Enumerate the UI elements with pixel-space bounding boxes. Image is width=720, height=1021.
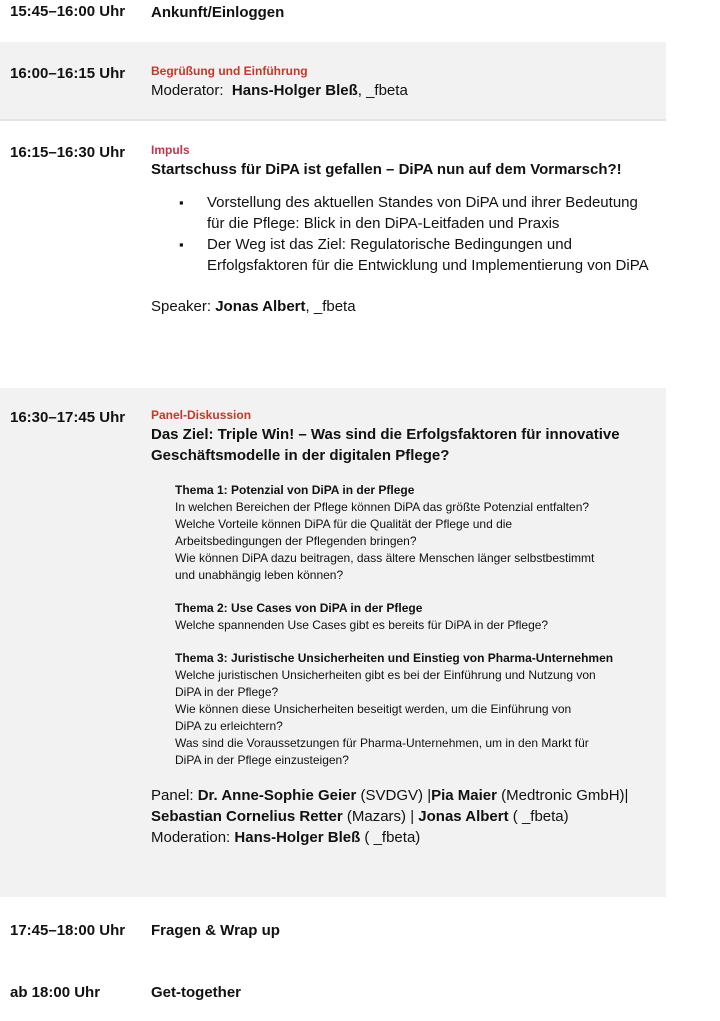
agenda-time: 15:45–16:00 Uhr [10, 3, 126, 20]
panelist-org: ( _fbeta) [508, 808, 569, 825]
theme-block [175, 482, 656, 584]
panel-prefix: Panel: [151, 787, 194, 804]
panel-participants [151, 785, 656, 848]
moderator-org: ( _fbeta) [360, 829, 421, 846]
agenda-time: 16:00–16:15 Uhr [10, 65, 126, 82]
theme-question: DiPA in der Pflege? [175, 685, 279, 699]
speaker-org: , _fbeta [305, 298, 356, 315]
panelist-name: Sebastian Cornelius Retter [151, 808, 343, 825]
panel-line [151, 806, 656, 827]
moderator-name: Hans-Holger Bleß [231, 82, 358, 99]
moderator-prefix: Moderator: [151, 82, 224, 99]
agenda-time: 16:30–17:45 Uhr [10, 409, 126, 426]
agenda-row-panel [0, 388, 666, 897]
theme-heading: Thema 3: Juristische Unsicherheiten und Einstieg von Pharma-Unternehmen [175, 651, 614, 665]
agenda-row-wrapup [0, 900, 666, 960]
session-title-line: Geschäftsmodelle in der digitalen Pflege? [151, 447, 450, 464]
theme-question: Welche spannenden Use Cases gibt es bereits für DiPA in der Pflege? [175, 618, 549, 632]
agenda-title: Ankunft/Einloggen [151, 4, 285, 21]
theme-question: DiPA zu erleichtern? [175, 719, 283, 733]
theme-question: und unabhängig leben können? [175, 568, 344, 582]
theme-heading: Thema 1: Potenzial von DiPA in der Pflege [175, 483, 415, 497]
agenda-time: 16:15–16:30 Uhr [10, 144, 126, 161]
list-item: ▪ Der Weg ist das Ziel: Regulatorische Bedingungen und Erfolgsfaktoren für die Entwicklung und Implementierung von DiPA [207, 234, 656, 276]
session-type-label: Begrüßung und Einführung [151, 64, 308, 78]
moderator-org: , _fbeta [357, 82, 408, 99]
theme-question: Welche Vorteile können DiPA für die Qualität der Pflege und die [175, 517, 513, 531]
panel-line [151, 785, 656, 806]
panelist-name: Pia Maier [431, 787, 497, 804]
moderation-line [151, 827, 656, 848]
theme-question: DiPA in der Pflege einzusteigen? [175, 753, 349, 767]
panelist-name: Jonas Albert [418, 808, 509, 825]
panelist-name: Dr. Anne-Sophie Geier [197, 787, 357, 804]
session-title-line: Das Ziel: Triple Win! – Was sind die Erfolgsfaktoren für innovative [151, 426, 620, 443]
session-type-label: Panel-Diskussion [151, 408, 252, 422]
agenda-row-get-together [0, 962, 666, 1021]
panelist-org: (SVDGV) | [356, 787, 432, 804]
theme-block [175, 650, 656, 769]
panelist-org: (Medtronic GmbH)| [497, 787, 629, 804]
session-title: Startschuss für DiPA ist gefallen – DiPA nun auf dem Vormarsch?! [151, 161, 622, 178]
speaker-name: Jonas Albert [215, 298, 306, 315]
agenda-row-impuls [0, 123, 666, 386]
agenda-title: Get-together [151, 984, 241, 1001]
theme-question: In welchen Bereichen der Pflege können DiPA das größte Potenzial entfalten? [175, 500, 590, 514]
theme-question: Welche juristischen Unsicherheiten gibt es bei der Einführung und Nutzung von [175, 668, 596, 682]
bullet-list [151, 192, 656, 276]
theme-question: Wie können DiPA dazu beitragen, dass ältere Menschen länger selbstbestimmt [175, 551, 595, 565]
agenda-time: ab 18:00 Uhr [10, 984, 101, 1001]
agenda-title: Fragen & Wrap up [151, 922, 280, 939]
agenda-row-arrival [0, 0, 666, 40]
theme-question: Was sind die Voraussetzungen für Pharma-Unternehmen, um in den Markt für [175, 736, 589, 750]
moderator-line [151, 80, 656, 101]
agenda-row-welcome [0, 42, 666, 119]
speaker-line [151, 296, 656, 317]
theme-block [175, 600, 656, 634]
session-type-label: Impuls [151, 143, 190, 157]
theme-question: Arbeitsbedingungen der Pflegenden bringen? [175, 534, 417, 548]
panelist-org: (Mazars) | [342, 808, 415, 825]
agenda-time: 17:45–18:00 Uhr [10, 922, 126, 939]
moderation-prefix: Moderation: [151, 829, 231, 846]
list-item: ▪ Vorstellung des aktuellen Standes von DiPA und ihrer Bedeutung für die Pflege: Blick in den DiPA-Leitfaden und Praxis [207, 192, 656, 234]
speaker-prefix: Speaker: [151, 298, 212, 315]
theme-question: Wie können diese Unsicherheiten beseitigt werden, um die Einführung von [175, 702, 572, 716]
discussion-themes [175, 482, 656, 769]
moderator-name: Hans-Holger Bleß [234, 829, 361, 846]
theme-heading: Thema 2: Use Cases von DiPA in der Pflege [175, 601, 423, 615]
divider [0, 119, 666, 121]
session-title [151, 424, 656, 466]
